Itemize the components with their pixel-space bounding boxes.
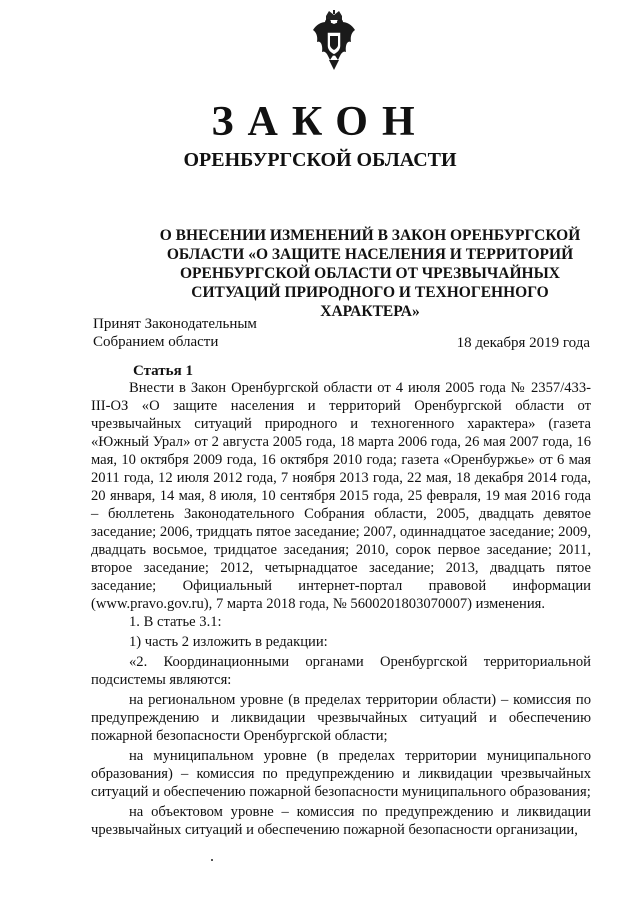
article-heading: Статья 1 — [133, 363, 193, 379]
adoption-line-1: Принят Законодательным — [93, 316, 257, 332]
region-title: ОРЕНБУРГСКОЙ ОБЛАСТИ — [183, 149, 457, 171]
article-paragraph: 1. В статье 3.1: — [129, 614, 222, 630]
article-paragraph: 1) часть 2 изложить в редакции: — [129, 634, 328, 650]
document-type-title: ЗАКОН — [211, 99, 429, 145]
adoption-line-2: Собранием области — [93, 334, 219, 350]
adoption-authority — [93, 315, 257, 351]
article-body — [91, 379, 591, 839]
article-paragraph: на объектовом уровне – комиссия по предупреждению и ликвидации чрезвычайных ситуаций и обеспечению пожарной безопасности организации, — [91, 804, 591, 838]
article-paragraph: «2. Координационными органами Оренбургской территориальной подсистемы являются: — [91, 654, 591, 688]
article-paragraph: Внести в Закон Оренбургской области от 4 июля 2005 года № 2357/433-III-ОЗ «О защите населения и территорий Оренбургской области от чрезвычайных ситуаций природного и техногенного характера» (газета «Южный Урал» от 2 августа 2005 года, 18 марта 2006 года, 26 мая 2007 года, 16 мая, 10 октября 2009 года, 16 октября 2010 года; газета «Оренбуржье» от 6 мая 2011 года, 12 июля 2012 года, 7 ноября 2013 года, 22 мая, 18 декабря 2014 года, 20 января, 14 мая, 8 июля, 10 сентября 2015 года, 25 февраля, 19 мая 2016 года – бюллетень Законодательного Собрания области, 2005, двадцать девятое заседание; 2006, тридцать пятое заседание; 2007, одиннадцатое заседание; 2009, двадцать восьмое, тридцатое заседания; 2010, сорок первое заседание; 2011, второе заседание; 2012, четырнадцатое заседание; 2013, двадцать пятое заседание; Официальный интернет-портал правовой информации (www.pravo.gov.ru), 7 марта 2018 года, № 5600201803070007) изменения. — [91, 380, 591, 612]
article-paragraph: на региональном уровне (в пределах территории области) – комиссия по предупреждению и ликвидации чрезвычайных ситуаций и обеспечению пожарной безопасности Оренбургской области; — [91, 692, 591, 744]
adoption-date: 18 декабря 2019 года — [456, 335, 590, 351]
coat-of-arms-icon — [312, 10, 356, 72]
law-subject-heading: О ВНЕСЕНИИ ИЗМЕНЕНИЙ В ЗАКОН ОРЕНБУРГСКОЙ ОБЛАСТИ «О ЗАЩИТЕ НАСЕЛЕНИЯ И ТЕРРИТОРИЙ ОРЕНБУРГСКОЙ ОБЛАСТИ ОТ ЧРЕЗВЫЧАЙНЫХ СИТУАЦИЙ ПРИРОДНОГО И ТЕХНОГЕННОГО ХАРАКТЕРА» — [159, 227, 581, 320]
article-paragraph: на муниципальном уровне (в пределах территории муниципального образования) – комиссия по предупреждению и ликвидации чрезвычайных ситуаций и обеспечению пожарной безопасности муниципального образования; — [91, 748, 591, 800]
scan-speck — [211, 859, 213, 861]
